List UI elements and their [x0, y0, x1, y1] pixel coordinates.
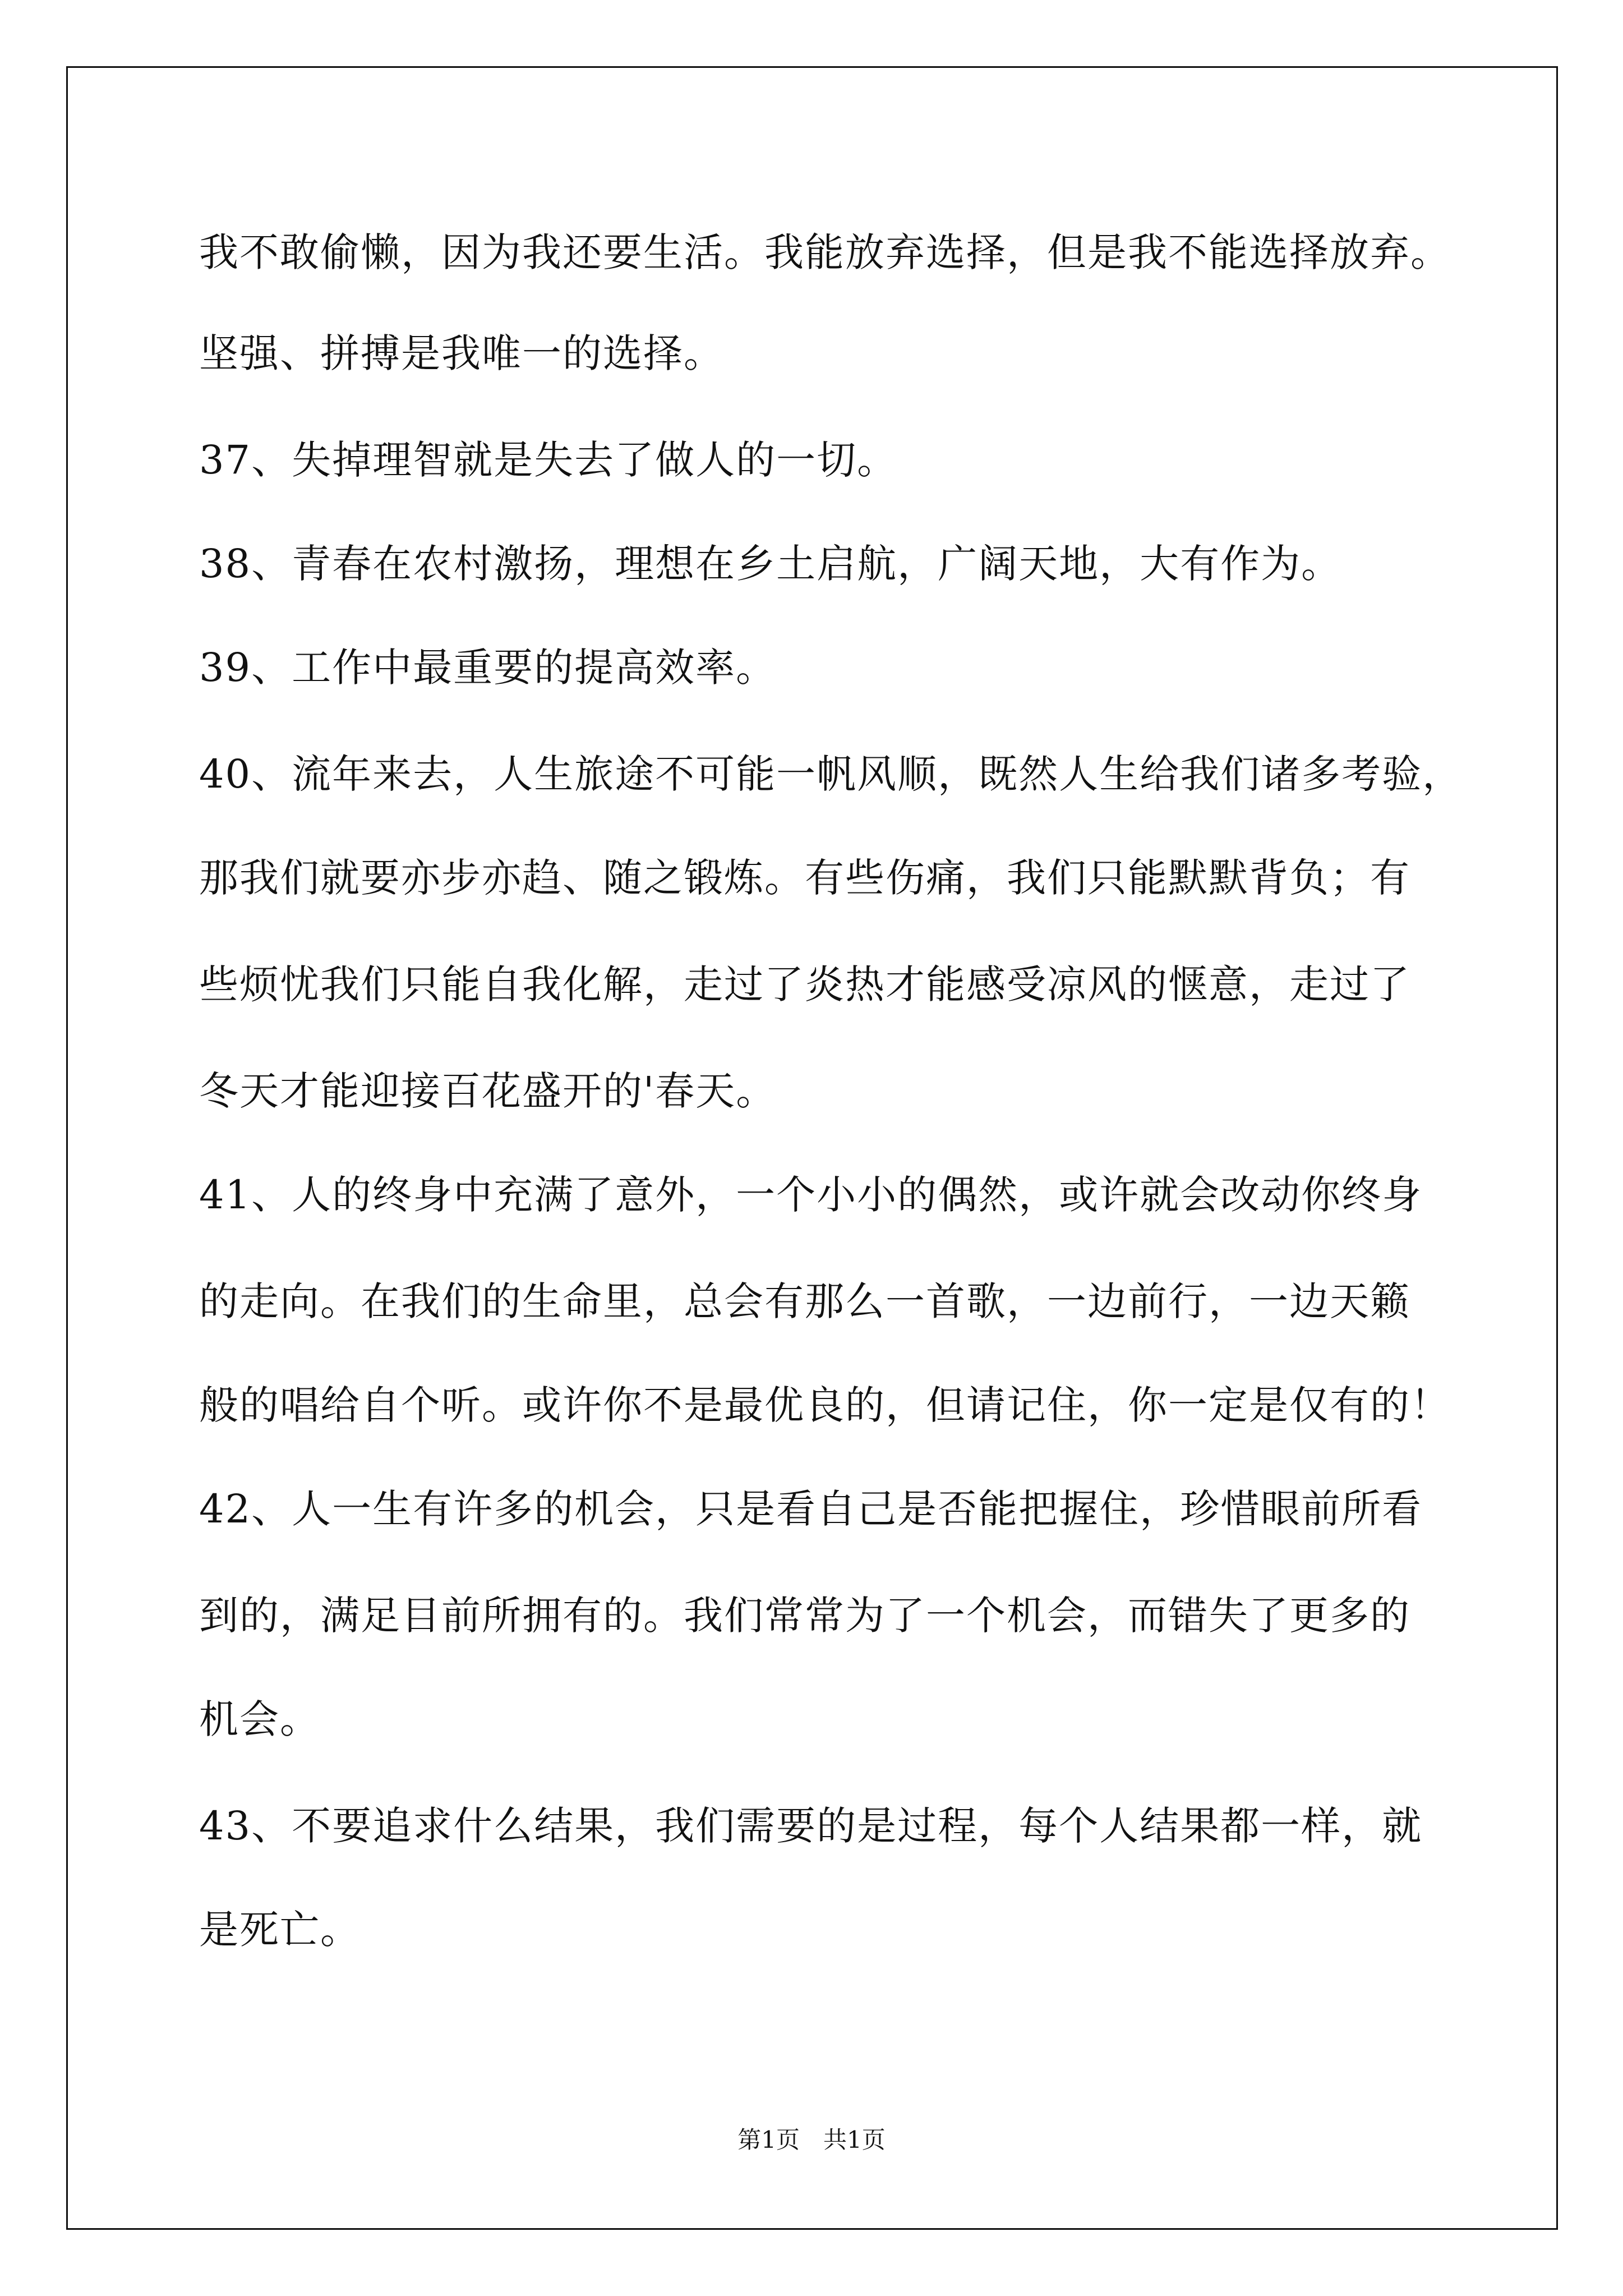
text-line: 坚强、拼搏是我唯一的选择。	[199, 330, 724, 376]
text-line: 些烦忧我们只能自我化解，走过了炎热才能感受凉风的惬意，走过了	[199, 961, 1410, 1007]
text-line: 那我们就要亦步亦趋、随之锻炼。有些伤痛，我们只能默默背负；有	[199, 855, 1410, 901]
text-line: 43、不要追求什么结果，我们需要的是过程，每个人结果都一样，就	[199, 1803, 1423, 1849]
text-line: 39、工作中最重要的提高效率。	[199, 645, 777, 691]
text-line: 是死亡。	[199, 1907, 361, 1953]
text-line: 冬天才能迎接百花盛开的'春天。	[199, 1068, 777, 1114]
text-line: 38、青春在农村激扬，理想在乡土启航，广阔天地，大有作为。	[199, 541, 1342, 587]
text-line: 42、人一生有许多的机会，只是看自己是否能把握住，珍惜眼前所看	[199, 1486, 1423, 1532]
text-line: 般的唱给自个听。或许你不是最优良的，但请记住，你一定是仅有的！	[199, 1382, 1451, 1428]
page-number-footer: 第1页 共1页	[737, 2126, 886, 2154]
text-line: 41、人的终身中充满了意外，一个小小的偶然，或许就会改动你终身	[199, 1172, 1423, 1218]
text-line: 的走向。在我们的生命里，总会有那么一首歌，一边前行，一边天籁	[199, 1278, 1410, 1324]
text-line: 机会。	[199, 1696, 320, 1742]
text-line: 到的，满足目前所拥有的。我们常常为了一个机会，而错失了更多的	[199, 1593, 1410, 1639]
text-line: 37、失掉理智就是失去了做人的一切。	[199, 437, 898, 483]
text-line: 我不敢偷懒，因为我还要生活。我能放弃选择，但是我不能选择放弃。	[199, 229, 1451, 275]
text-line: 40、流年来去，人生旅途不可能一帆风顺，既然人生给我们诸多考验，	[199, 751, 1463, 797]
